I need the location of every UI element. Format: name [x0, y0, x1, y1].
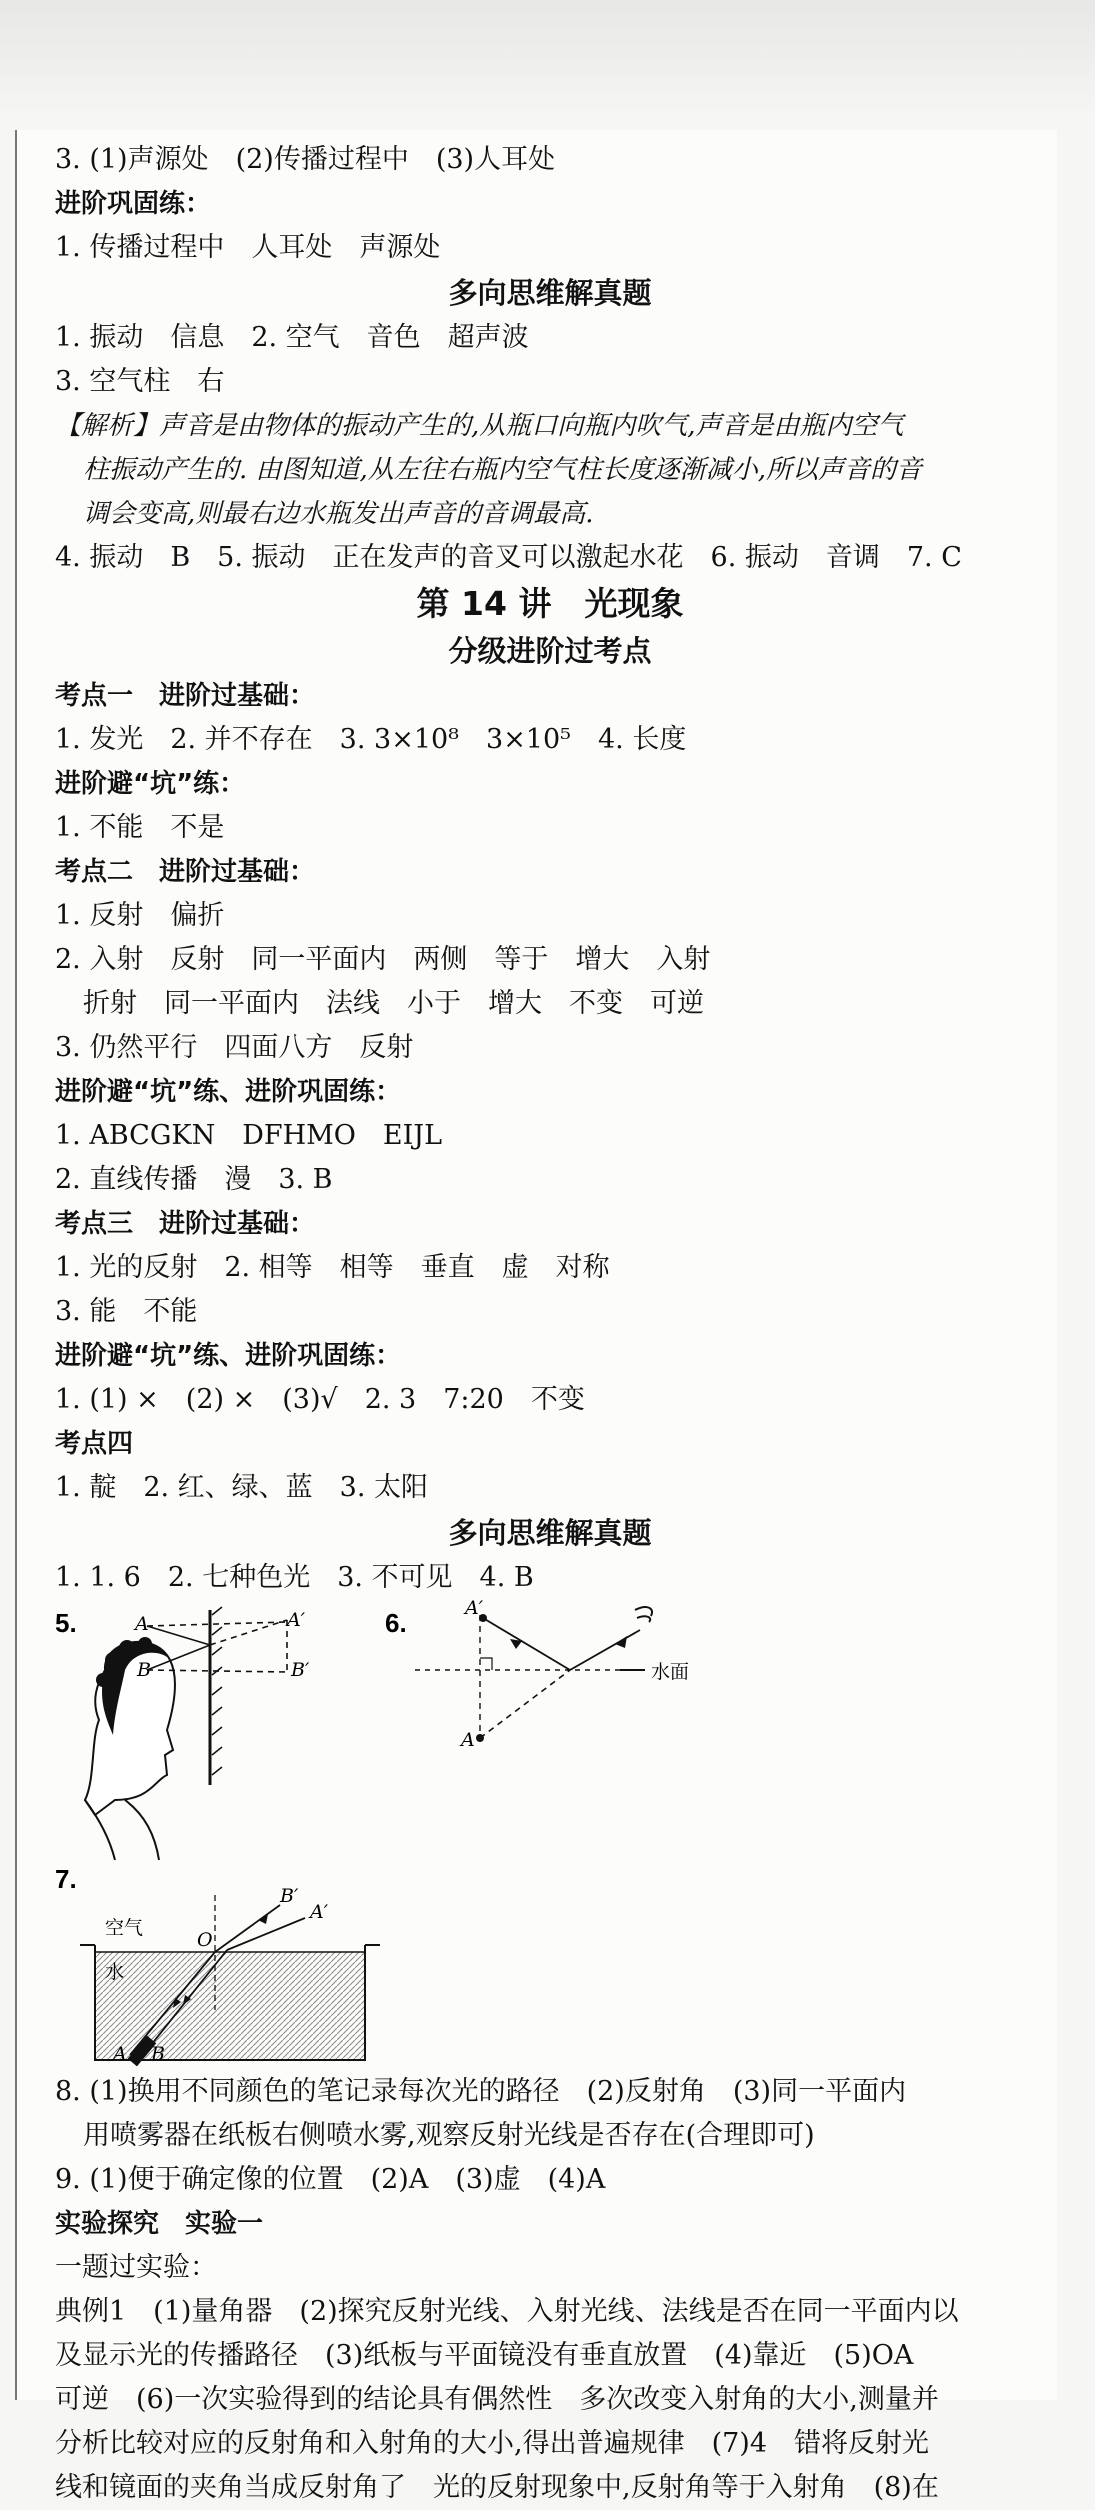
answer-line: 1. 光的反射 2. 相等 相等 垂直 虚 对称 [55, 1252, 610, 1283]
answer-line: 8. (1)换用不同颜色的笔记录每次光的路径 (2)反射角 (3)同一平面内 [55, 2076, 907, 2107]
label-b-prime: B′ [291, 1659, 310, 1681]
label-b-prime: B′ [280, 1885, 299, 1907]
answer-line: 2. 入射 反射 同一平面内 两侧 等于 增大 入射 [55, 944, 711, 975]
label-water: 水 [105, 1961, 125, 1983]
section-label: 进阶巩固练： [55, 189, 212, 219]
answer-line: 9. (1)便于确定像的位置 (2)A (3)虚 (4)A [55, 2164, 606, 2195]
label-water-surface: 水面 [651, 1661, 690, 1683]
label-a-prime: A′ [465, 1600, 484, 1619]
answer-content [55, 138, 1045, 2510]
ray-diagrams [55, 1600, 1045, 1860]
answer-line: 用喷雾器在纸板右侧喷水雾,观察反射光线是否存在(合理即可) [83, 2120, 815, 2151]
analysis-line: 【解析】声音是由物体的振动产生的,从瓶口向瓶内吹气,声音是由瓶内空气 [55, 411, 904, 441]
section-label: 进阶避“坑”练、进阶巩固练： [55, 1077, 402, 1107]
section-label: 进阶避“坑”练： [55, 769, 246, 799]
answer-line: 可逆 (6)一次实验得到的结论具有偶然性 多次改变入射角的大小,测量并 [55, 2384, 939, 2415]
figure-6-number: 6. [385, 1608, 407, 1638]
water-region [95, 1952, 365, 2060]
section-label: 实验探究 实验一 [55, 2209, 264, 2239]
label-a: A [461, 1729, 475, 1751]
label-b: B [151, 2043, 165, 2065]
page-top-band [0, 0, 1095, 120]
answer-line: 1. 1. 6 2. 七种色光 3. 不可见 4. B [55, 1562, 534, 1593]
section-label: 进阶避“坑”练、进阶巩固练： [55, 1341, 402, 1371]
answer-line: 1. 不能 不是 [55, 812, 225, 843]
answer-line: 及显示光的传播路径 (3)纸板与平面镜没有垂直放置 (4)靠近 (5)OA [55, 2340, 914, 2371]
analysis-line: 柱振动产生的. 由图知道,从左往右瓶内空气柱长度逐渐减小,所以声音的音 [83, 455, 923, 485]
section-label: 考点二 进阶过基础： [55, 857, 316, 887]
section-heading: 多向思维解真题 [448, 1516, 652, 1550]
answer-line: 线和镜面的夹角当成反射角了 光的反射现象中,反射角等于入射角 (8)在 [55, 2472, 939, 2503]
answer-line: 折射 同一平面内 法线 小于 增大 不变 可逆 [83, 988, 704, 1019]
section-label: 考点三 进阶过基础： [55, 1209, 316, 1239]
answer-line: 3. 仍然平行 四面八方 反射 [55, 1032, 414, 1063]
label-a-prime: A′ [310, 1901, 329, 1923]
label-b: B [137, 1659, 151, 1681]
section-heading: 分级进阶过考点 [448, 634, 652, 668]
figure-7 [55, 1860, 1045, 2070]
figure-5-number: 5. [55, 1608, 77, 1638]
section-label: 考点四 [55, 1429, 134, 1459]
answer-line: 1. ABCGKN DFHMO EIJL [55, 1120, 443, 1151]
section-label: 考点一 进阶过基础： [55, 681, 316, 711]
answer-line: 1. 反射 偏折 [55, 900, 225, 931]
answer-line: 一题过实验： [55, 2252, 217, 2283]
label-a: A [135, 1613, 149, 1635]
point-a [476, 1734, 484, 1742]
answer-line: 典例1 (1)量角器 (2)探究反射光线、入射光线、法线是否在同一平面内以 [55, 2296, 959, 2327]
answer-line: 1. 传播过程中 人耳处 声源处 [55, 232, 441, 263]
plane-mirror [210, 1607, 222, 1785]
lesson-title: 第 14 讲 光现象 [416, 584, 684, 623]
section-heading: 多向思维解真题 [448, 276, 652, 310]
answer-line: 4. 振动 B 5. 振动 正在发声的音叉可以激起水花 6. 振动 音调 7. C [55, 542, 962, 573]
analysis-line: 调会变高,则最右边水瓶发出声音的音调最高. [83, 499, 594, 529]
answer-line: 分析比较对应的反射角和入射角的大小,得出普遍规律 (7)4 错将反射光 [55, 2428, 930, 2459]
answer-line: 3. 能 不能 [55, 1296, 198, 1327]
label-air: 空气 [105, 1917, 144, 1939]
answer-line: 1. (1) × (2) × (3)√ 2. 3 7:20 不变 [55, 1384, 585, 1415]
figures-5-6 [55, 1600, 1045, 1860]
answer-line: 3. (1)声源处 (2)传播过程中 (3)人耳处 [55, 144, 556, 175]
figure-6-rays [415, 1607, 652, 1740]
label-a: A [113, 2043, 127, 2065]
label-o: O [197, 1929, 213, 1951]
answer-line: 1. 靛 2. 红、绿、蓝 3. 太阳 [55, 1472, 429, 1503]
answer-line: 1. 振动 信息 2. 空气 音色 超声波 [55, 322, 529, 353]
answer-line: 3. 空气柱 右 [55, 366, 225, 397]
refraction-diagram [55, 1860, 455, 2070]
answer-line: 1. 发光 2. 并不存在 3. 3×10⁸ 3×10⁵ 4. 长度 [55, 724, 687, 755]
answer-line: 2. 直线传播 漫 3. B [55, 1164, 333, 1195]
figure-7-number: 7. [55, 1864, 77, 1894]
label-a-prime: A′ [287, 1609, 306, 1631]
